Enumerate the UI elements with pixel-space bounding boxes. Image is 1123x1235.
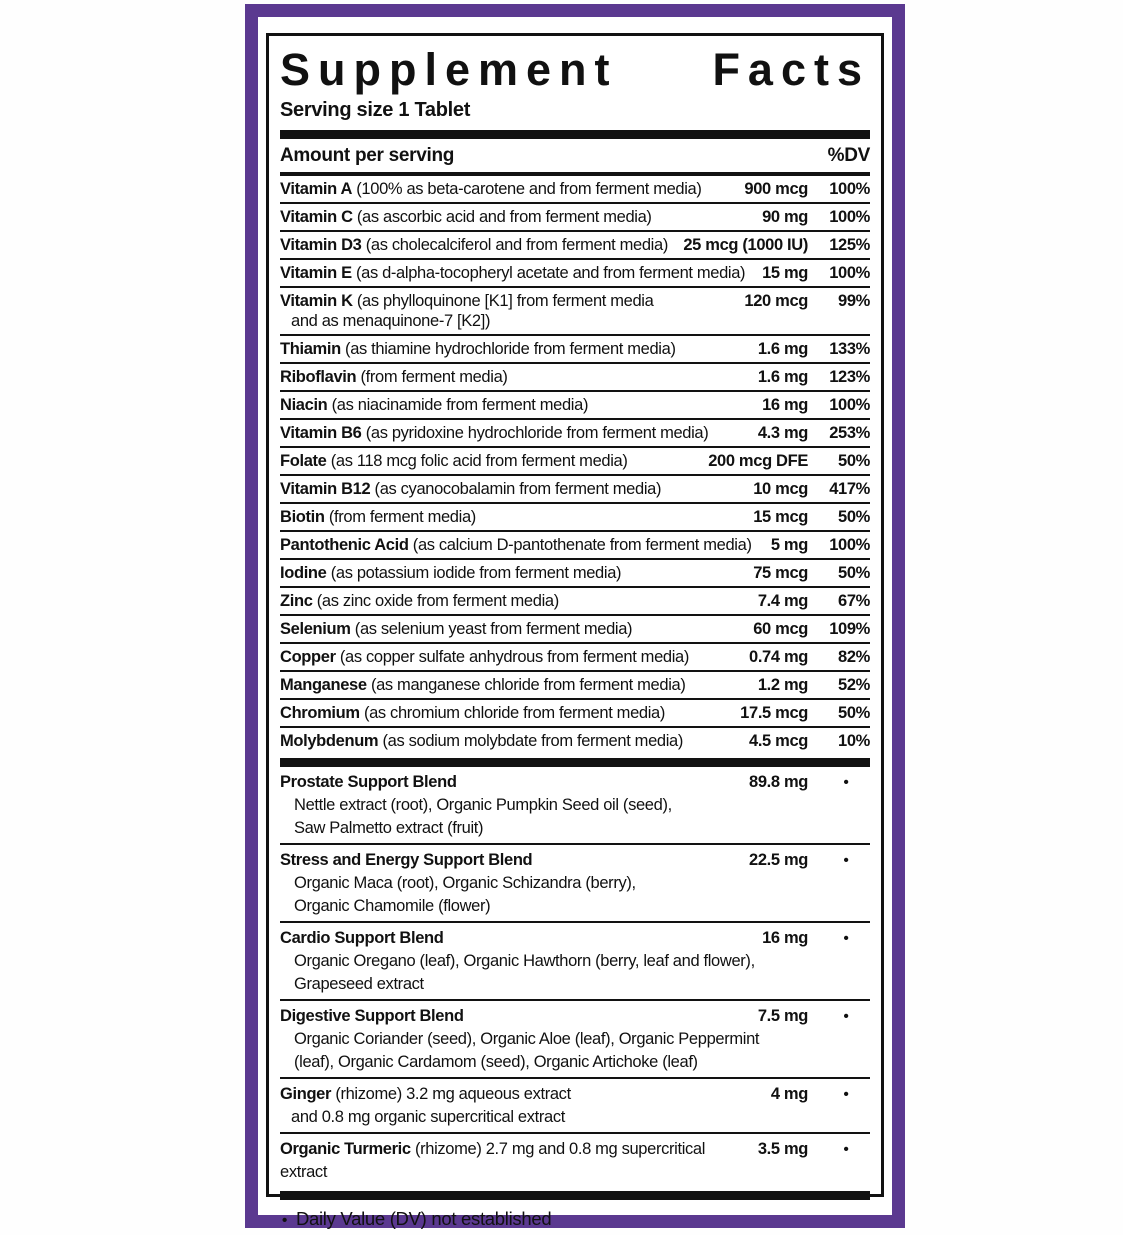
nutrient-row-continuation: and as menaquinone-7 [K2]) [291, 312, 491, 331]
nutrient-row: Vitamin D3 (as cholecalciferol and from ferment media) 25 mcg (1000 IU) 125% [280, 232, 870, 260]
blend-ingredients-line: Grapeseed extract [294, 975, 424, 994]
blend-row-stress-energy: Stress and Energy Support Blend 22.5 mg • Organic Maca (root), Organic Schizandra (berry), Organic Chamomile (flower) [280, 845, 870, 923]
dv-not-established-bullet: • [843, 930, 849, 948]
blend-row-turmeric: Organic Turmeric (rhizome) 2.7 mg and 0.8 mg supercritical extract 3.5 mg • [280, 1134, 870, 1187]
header-amount-per-serving: Amount per serving [280, 145, 455, 167]
dv-not-established-bullet: • [843, 1008, 849, 1026]
supplement-facts-panel [266, 33, 884, 1230]
nutrient-row-vitamin-k: Vitamin K (as phylloquinone [K1] from ferment media 120 mcg 99% and as menaquinone-7 [K2]) [280, 288, 870, 336]
nutrient-row: Copper (as copper sulfate anhydrous from ferment media) 0.74 mg 82% [280, 644, 870, 672]
divider-bar-thick-middle [280, 758, 870, 767]
blend-ingredients-line: Saw Palmetto extract (fruit) [294, 819, 484, 838]
nutrient-row: Vitamin A (100% as beta-carotene and from ferment media) 900 mcg 100% [280, 176, 870, 204]
divider-bar-thick-bottom [280, 1191, 870, 1200]
dv-footnote [280, 1200, 870, 1232]
nutrient-row: Iodine (as potassium iodide from ferment media) 75 mcg 50% [280, 560, 870, 588]
nutrient-row: Vitamin C (as ascorbic acid and from ferment media) 90 mg 100% [280, 204, 870, 232]
dv-not-established-bullet: • [843, 1086, 849, 1104]
nutrient-row: Vitamin E (as d-alpha-tocopheryl acetate and from ferment media) 15 mg 100% [280, 260, 870, 288]
nutrient-row: Thiamin (as thiamine hydrochloride from ferment media) 1.6 mg 133% [280, 336, 870, 364]
blend-row-cardio: Cardio Support Blend 16 mg • Organic Oregano (leaf), Organic Hawthorn (berry, leaf and flower), Grapeseed extract [280, 923, 870, 1001]
blend-ingredients-line: Organic Coriander (seed), Organic Aloe (leaf), Organic Peppermint [294, 1030, 760, 1049]
title-word-facts: Facts [712, 44, 870, 95]
nutrient-row: Vitamin B6 (as pyridoxine hydrochloride from ferment media) 4.3 mg 253% [280, 420, 870, 448]
blend-continuation-line: and 0.8 mg organic supercritical extract [291, 1108, 565, 1127]
blend-ingredients-line: Organic Maca (root), Organic Schizandra (berry), [294, 874, 636, 893]
blend-ingredients-line: Organic Chamomile (flower) [294, 897, 491, 916]
nutrient-row: Vitamin B12 (as cyanocobalamin from ferment media) 10 mcg 417% [280, 476, 870, 504]
nutrient-row: Molybdenum (as sodium molybdate from ferment media) 4.5 mcg 10% [280, 732, 870, 751]
table-header [280, 139, 870, 176]
blend-row-ginger: Ginger (rhizome) 3.2 mg aqueous extract 4 mg • and 0.8 mg organic supercritical extract [280, 1079, 870, 1134]
dv-not-established-bullet: • [843, 774, 849, 792]
nutrient-rows [280, 176, 870, 754]
blend-row-digestive: Digestive Support Blend 7.5 mg • Organic Coriander (seed), Organic Aloe (leaf), Organic Peppermint (leaf), Organic Cardamom (seed), Organic Artichoke (leaf) [280, 1001, 870, 1079]
nutrient-row: Riboflavin (from ferment media) 1.6 mg 123% [280, 364, 870, 392]
serving-size: Serving size 1 Tablet [280, 99, 471, 122]
nutrient-row: Selenium (as selenium yeast from ferment media) 60 mcg 109% [280, 616, 870, 644]
nutrient-row: Manganese (as manganese chloride from ferment media) 1.2 mg 52% [280, 672, 870, 700]
panel-title [280, 44, 870, 97]
title-word-supplement: Supplement [280, 44, 618, 95]
footnote-bullet: • [282, 1212, 287, 1230]
nutrient-row: Biotin (from ferment media) 15 mcg 50% [280, 504, 870, 532]
blend-row-prostate: Prostate Support Blend 89.8 mg • Nettle extract (root), Organic Pumpkin Seed oil (seed), Saw Palmetto extract (fruit) [280, 767, 870, 845]
dv-not-established-bullet: • [843, 1141, 849, 1159]
nutrient-row: Niacin (as niacinamide from ferment media) 16 mg 100% [280, 392, 870, 420]
blend-ingredients-line: Organic Oregano (leaf), Organic Hawthorn (berry, leaf and flower), [294, 952, 755, 971]
dv-not-established-bullet: • [843, 852, 849, 870]
nutrient-row: Pantothenic Acid (as calcium D-pantothenate from ferment media) 5 mg 100% [280, 532, 870, 560]
footnote-text: Daily Value (DV) not established [295, 1208, 552, 1230]
nutrient-row: Folate (as 118 mcg folic acid from ferment media) 200 mcg DFE 50% [280, 448, 870, 476]
blend-ingredients-line: Nettle extract (root), Organic Pumpkin Seed oil (seed), [294, 796, 672, 815]
nutrient-row: Zinc (as zinc oxide from ferment media) 7.4 mg 67% [280, 588, 870, 616]
divider-bar-thick-top [280, 130, 870, 139]
nutrient-row: Chromium (as chromium chloride from ferment media) 17.5 mcg 50% [280, 700, 870, 728]
blend-rows [280, 767, 870, 1187]
blend-ingredients-line: (leaf), Organic Cardamom (seed), Organic Artichoke (leaf) [294, 1053, 698, 1072]
purple-frame [245, 4, 905, 1228]
header-dv: %DV [827, 145, 870, 167]
